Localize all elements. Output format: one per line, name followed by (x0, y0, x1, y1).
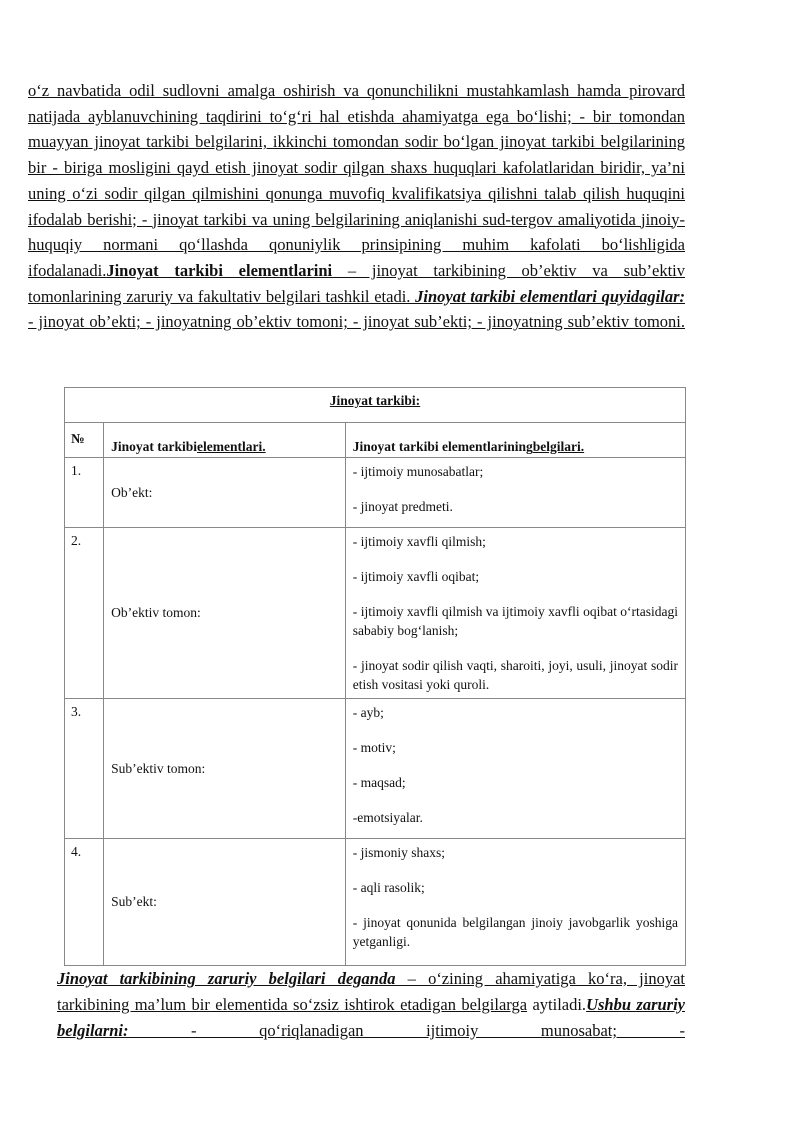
row-number-cell (65, 699, 104, 839)
top-paragraph (28, 78, 685, 335)
top-paragraph-text-1: o‘z navbatida odil sudlovni amalga oshirish va qonunchilikni mustahkamlash hamda pirovard natijada ayblanuvchining taqdirini to‘g‘ri hal etishda ahamiyatga ega bo‘lishi; - bir tomondan muayyan jinoyat tarkibi belgilarini, ikkinchi tomondan sodir bo‘lgan jinoyat tarkibi belgilarining bir - biriga mosligini qayd etish jinoyat sodir qilgan shaxs huquqlari kafolatlaridan biridir, ya’ni uning o‘zi sodir qilgan qilmishini qonunga muvofiq kvalifikatsiya qilishni talab qilish huquqini ifodalab berishi; - jinoyat tarkibi va uning belgilarining aniqlanishi sud-tergov amaliyotida jinoiy-huquqiy normani qo‘llashda qonuniylik prinsipining muhim kafolati bo‘lishligida ifodalanadi. (28, 81, 685, 280)
sign-item: - jismoniy shaxs; (352, 845, 446, 860)
bottom-paragraph-text-1: – o‘zining ahamiyatiga ko‘ra, jinoyat tarkibining ma’lum bir elementida so‘zsiz ishtirok etadigan belgilarga (57, 969, 685, 1014)
row-element-name: Sub’ekt: (111, 894, 157, 909)
signs-list (346, 458, 685, 516)
row-element-cell (104, 528, 346, 699)
table-title: Jinoyat tarkibi: (329, 393, 421, 408)
top-paragraph-text-2: – jinoyat tarkibining ob’ektiv va sub’ektiv tomonlarining zaruriy va fakultativ belgilari tashkil etadi. (28, 260, 685, 306)
sign-item: - ijtimoiy xavfli oqibat; (352, 569, 480, 584)
signs-list (346, 839, 685, 951)
table-title-cell (65, 388, 686, 423)
header-num: № (65, 423, 104, 458)
row-element-name: Sub’ektiv tomon: (111, 760, 206, 776)
row-element-name: Ob’ektiv tomon: (111, 605, 201, 620)
bottom-paragraph (57, 966, 685, 1044)
sign-item: - aqli rasolik; (352, 880, 425, 895)
row-signs-cell (345, 839, 685, 966)
table-row (65, 458, 686, 528)
row-signs-cell (345, 699, 685, 839)
term-ushbu-zaruriy-belgilarni: Ushbu zaruriy belgilarni: (57, 995, 686, 1040)
sign-item: -emotsiyalar. (352, 810, 423, 825)
sign-item: - ijtimoiy xavfli qilmish; (352, 534, 486, 549)
elements-table (64, 387, 686, 966)
term-jinoyat-tarkibi-elementlarini: Jinoyat tarkibi elementlarini (106, 260, 333, 280)
row-number-cell (65, 528, 104, 699)
row-number: 4. (71, 844, 82, 859)
row-signs-cell (345, 528, 685, 699)
row-signs-cell (345, 458, 685, 528)
row-element-cell (104, 458, 346, 528)
sign-item: - maqsad; (352, 775, 406, 790)
sign-item: - ayb; (352, 705, 384, 720)
bottom-paragraph-text-3: - qo‘riqlanadigan ijtimoiy munosabat; - (128, 1021, 685, 1040)
term-elements-list-heading: Jinoyat tarkibi elementlari quyidagilar: (415, 286, 685, 306)
sign-item: - ijtimoiy xavfli qilmish va ijtimoiy xavfli oqibat o‘rtasidagi sababiy bog‘lanish; (352, 604, 678, 638)
row-number-cell (65, 458, 104, 528)
sign-item: - jinoyat qonunida belgilangan jinoiy javobgarlik yoshiga yetganligi. (352, 915, 678, 949)
table-row (65, 699, 686, 839)
table-header-row (65, 423, 686, 458)
header-elements: Jinoyat tarkibielementlari. (104, 423, 346, 458)
table-row (65, 839, 686, 966)
signs-list (346, 528, 685, 694)
sign-item: - motiv; (352, 740, 396, 755)
sign-item: - ijtimoiy munosabatlar; (352, 464, 484, 479)
sign-item: - jinoyat sodir qilish vaqti, sharoiti, joyi, usuli, jinoyat sodir etish vositasi yoki quroli. (352, 658, 678, 692)
row-number: 3. (71, 704, 82, 719)
signs-list (346, 699, 685, 827)
row-element-cell (104, 839, 346, 966)
row-number: 2. (71, 533, 82, 548)
bottom-paragraph-text-2: aytiladi. (527, 995, 587, 1014)
row-element-name: Ob’ekt: (111, 484, 153, 500)
row-number: 1. (71, 463, 82, 478)
header-signs: Jinoyat tarkibi elementlariningbelgilari. (345, 423, 685, 458)
sign-item: - jinoyat predmeti. (352, 499, 453, 514)
top-paragraph-text-3: - jinoyat ob’ekti; - jinoyatning ob’ektiv tomoni; - jinoyat sub’ekti; - jinoyatning sub’ektiv tomoni. (28, 312, 685, 332)
row-number-cell (65, 839, 104, 966)
row-element-cell (104, 699, 346, 839)
table-row (65, 528, 686, 699)
term-zaruriy-belgilar: Jinoyat tarkibining zaruriy belgilari deganda (57, 969, 396, 988)
